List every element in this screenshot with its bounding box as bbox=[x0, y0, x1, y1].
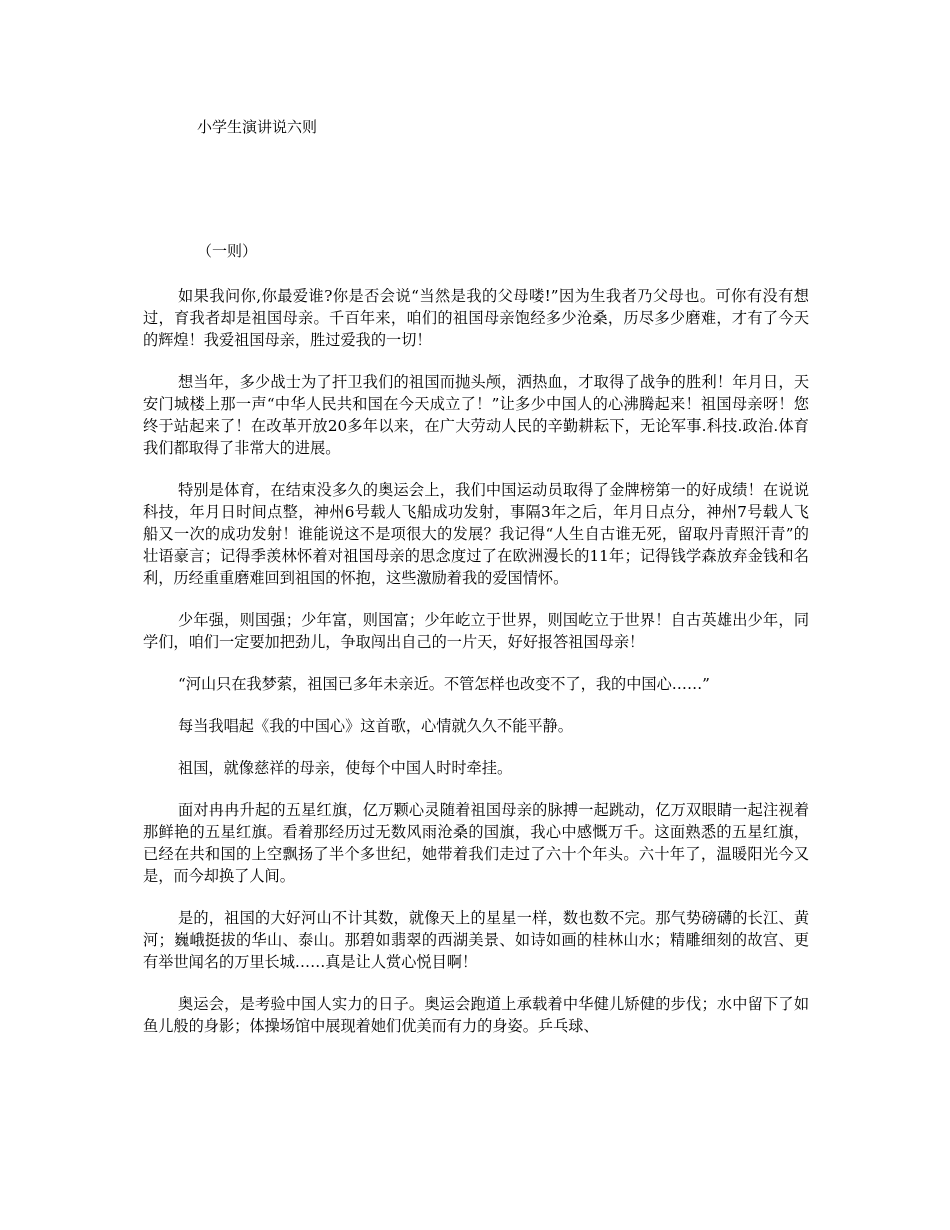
paragraph-6: 每当我唱起《我的中国心》这首歌，心情就久久不能平静。 bbox=[178, 717, 573, 735]
paragraph-3: 特别是体育，在结束没多久的奥运会上，我们中国运动员取得了金牌榜第一的好成绩！在说说科技，年月日时间点整，神州6号载人飞船成功发射，事隔3年之后，年月日点分，神州7号载人飞船又一次的成功发射！谁能说这不是项很大的发展？我记得“人生自古谁无死，留取丹青照汗青”的壮语豪言；记得季羡林怀着对祖国母亲的思念度过了在欧洲漫长的11年；记得钱学森放弃金钱和名利，历经重重磨难回到祖国的怀抱，这些激励着我的爱国情怀。 bbox=[143, 481, 809, 587]
document-body bbox=[143, 285, 809, 1057]
section-heading: （一则） bbox=[197, 242, 258, 260]
paragraph-1: 如果我问你,你最爱谁?你是否会说“当然是我的父母喽!”因为生我者乃父母也。可你有没有想过，育我者却是祖国母亲。千百年来，咱们的祖国母亲饱经多少沧桑，历尽多少磨难，才有了今天的辉煌！我爱祖国母亲，胜过爱我的一切！ bbox=[143, 287, 809, 349]
paragraph-4: 少年强，则国强；少年富，则国富；少年屹立于世界，则国屹立于世界！自古英雄出少年，同学们，咱们一定要加把劲儿，争取闯出自己的一片天，好好报答祖国母亲！ bbox=[143, 611, 809, 651]
paragraph-7: 祖国，就像慈祥的母亲，使每个中国人时时牵挂。 bbox=[178, 759, 513, 777]
paragraph-2: 想当年，多少战士为了扞卫我们的祖国而抛头颅，洒热血，才取得了战争的胜利！年月日，天安门城楼上那一声“中华人民共和国在今天成立了！”让多少中国人的心沸腾起来！祖国母亲呀！您终于站起来了！在改革开放20多年以来，在广大劳动人民的辛勤耕耘下，无论军事.科技.政治.体育我们都取得了非常大的进展。 bbox=[143, 373, 809, 457]
paragraph-8: 面对冉冉升起的五星红旗，亿万颗心灵随着祖国母亲的脉搏一起跳动，亿万双眼睛一起注视着那鲜艳的五星红旗。看着那经历过无数风雨沧桑的国旗，我心中感慨万千。这面熟悉的五星红旗，已经在共和国的上空飘扬了半个多世纪，她带着我们走过了六十个年头。六十年了，温暖阳光今又是，而今却换了人间。 bbox=[143, 801, 809, 885]
paragraph-9: 是的，祖国的大好河山不计其数，就像天上的星星一样，数也数不完。那气势磅礴的长江、黄河；巍峨挺拔的华山、泰山。那碧如翡翠的西湖美景、如诗如画的桂林山水；精雕细刻的故宫、更有举世闻名的万里长城……真是让人赏心悦目啊！ bbox=[143, 909, 809, 971]
paragraph-10: 奥运会，是考验中国人实力的日子。奥运会跑道上承载着中华健儿矫健的步伐；水中留下了如鱼儿般的身影；体操场馆中展现着她们优美而有力的身姿。乒乓球、 bbox=[143, 995, 809, 1035]
paragraph-5: “河山只在我梦萦，祖国已多年未亲近。不管怎样也改变不了，我的中国心……” bbox=[178, 675, 710, 693]
document-title: 小学生演讲说六则 bbox=[197, 118, 318, 136]
